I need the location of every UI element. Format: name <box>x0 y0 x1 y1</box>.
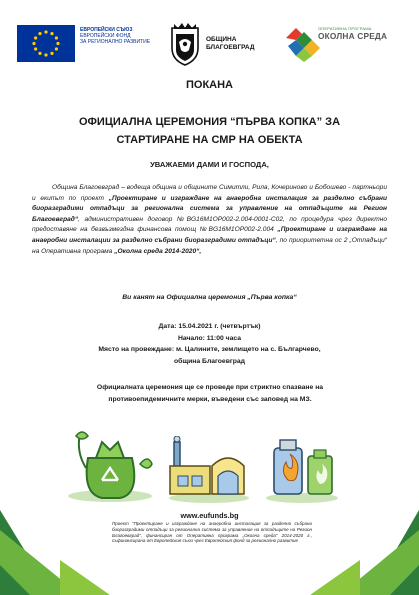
eu-flag-icon <box>17 25 75 62</box>
recycling-bag-icon <box>62 424 158 504</box>
event-venue: Място на провеждане: м. Цалините, землището на с. Българчево, <box>98 346 321 354</box>
body-paragraph <box>32 183 387 257</box>
municipality-line2: БЛАГОЕВГРАД <box>206 44 255 51</box>
municipality-name <box>206 36 254 52</box>
op-big-text: ОКОЛНА СРЕДА <box>318 31 388 41</box>
event-start-time: Начало: 11:00 часа <box>177 334 242 342</box>
event-venue-municipality: община Благоевград <box>174 357 245 365</box>
footer-disclaimer: Проект “Проектиране и изграждане на анаеробна инсталация за разделно събрани биоразградими отпадъци за регионална система за управление на отпадъците на Регион Благоевград”, финансиран от Оперативна програма „Околна среда” 2014-2020 г., съфинансирана от Европейския съюз чрез Европейския фонд за регионално развитие <box>112 521 312 544</box>
title-line2: СТАРТИРАНЕ НА СМР НА ОБЕКТА <box>116 134 303 146</box>
title-line1: ОФИЦИАЛНА ЦЕРЕМОНИЯ “ПЪРВА КОПКА” ЗА <box>78 116 341 128</box>
body-project-name: „Проектиране и изграждане на анаеробна инсталация за разделно събрани биоразградими отпадъци за регионална система за управление на отпадъците на Регион Благоевград“ <box>32 194 387 223</box>
eufunds-url[interactable]: www.eufunds.bg <box>180 511 239 520</box>
op-small-text: ОПЕРАТИВНА ПРОГРАМА <box>318 26 372 31</box>
biogas-plant-icon <box>166 436 252 504</box>
event-date: Дата: 15.04.2021 г. (четвъртък) <box>158 323 261 330</box>
municipality-crest-icon <box>170 22 200 66</box>
eu-logo-text <box>80 27 152 45</box>
ceremony-note: Официалната церемония ще се проведе при стриктно спазване на противоепидемичните мерки, въведени със заповед на МЗ. <box>96 384 324 403</box>
eu-line1: ЕВРОПЕЙСКИ СЪЮЗ <box>80 27 133 33</box>
eu-line3: ЗА РЕГИОНАЛНО РАЗВИТИЕ <box>80 39 151 45</box>
invite-line: Ви канят на Официална церемония „Първа копка“ <box>122 294 297 301</box>
body-procedure-name: „Проектиране и изграждане на анаеробни инсталации за разделно събрани биоразградими отпадъци“ <box>32 226 388 244</box>
body-text-2: , административен договор №BG16M1OP002-2.004-0001-C02, по процедура чрез директно предоставяне на безвъзмездна финансова помощ №BG16M1OP002-2.004 <box>32 215 387 234</box>
body-text-3: , по приоритетна ос 2 „Отпадъци“ на Оперативна програма <box>32 236 387 255</box>
document-heading: ПОКАНА <box>185 79 233 91</box>
event-details <box>0 321 419 367</box>
op-logo-text <box>318 26 410 41</box>
body-programme-name: „Околна среда 2014-2020“, <box>114 247 202 255</box>
municipality-line1: ОБЩИНА <box>206 36 237 43</box>
gas-cylinder-flame-icon <box>262 418 342 504</box>
body-text-1: Община Благоевград – водеща община и общините Симитли, Рила, Кочериново и Бобошево - партньори и екипът по проект <box>32 184 387 202</box>
salutation: УВАЖАЕМИ ДАМИ И ГОСПОДА, <box>150 160 269 169</box>
document-title <box>20 113 399 149</box>
eu-line2: ЕВРОПЕЙСКИ ФОНД <box>80 33 131 39</box>
